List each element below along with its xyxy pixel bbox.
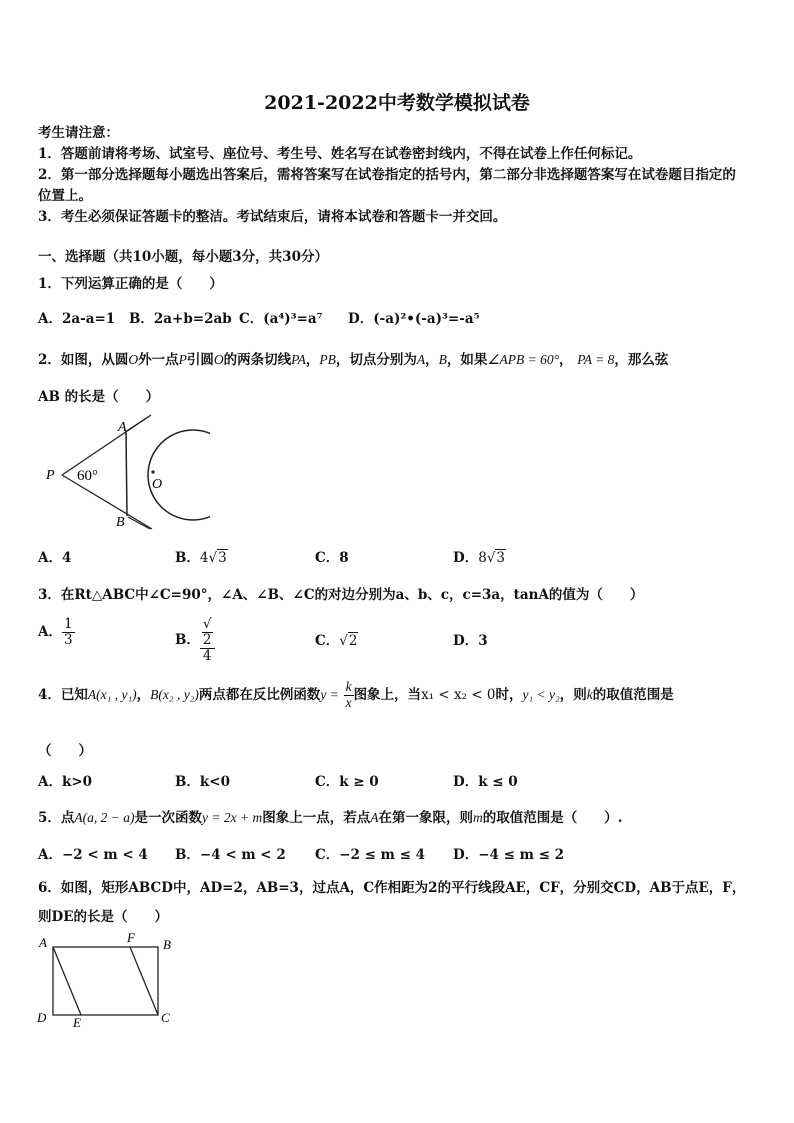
- notice-heading: 考生请注意：: [38, 125, 119, 141]
- section-heading: 一、选择题（共10小题，每小题3分，共30分）: [38, 249, 328, 265]
- q4-paren: （ ）: [38, 743, 92, 759]
- q3-option-a: A． $\frac{1}{3}$: [38, 616, 73, 648]
- q1-option-c: C．(a⁴)³=a⁷: [239, 311, 323, 327]
- q2-label-a: A: [118, 420, 127, 435]
- q2-figure: [40, 412, 210, 532]
- notice-item: 位置上。: [38, 188, 92, 204]
- q3-stem: 3．在Rt△ABC中∠C=90°，∠A、∠B、∠C的对边分别为a、b、c，c=3a，tanA的值为（ ）: [38, 587, 644, 603]
- q2-stem: 2．如图，从圆O外一点P引圆O的两条切线PA，PB，切点分别为A，B，如果∠APB = 60°， PA = 8，那么弦: [38, 352, 669, 368]
- q2-option-a: A．4: [38, 550, 72, 566]
- q3-option-c: C．√2: [315, 633, 358, 649]
- q4-option-a: A．k>0: [38, 774, 93, 790]
- q6-label-b: B: [163, 937, 171, 952]
- page-title: 2021-2022中考数学模拟试卷: [264, 92, 530, 114]
- q2-option-c: C．8: [315, 550, 349, 566]
- notice-item: 3．考生必须保证答题卡的整洁。考试结束后，请将本试卷和答题卡一并交回。: [38, 209, 507, 225]
- q1-stem: 1．下列运算正确的是（ ）: [38, 276, 223, 292]
- q6-label-f: F: [127, 930, 135, 945]
- q1-option-d: D．(-a)²•(-a)³=-a⁵: [348, 311, 480, 327]
- q3-option-d: D．3: [453, 633, 488, 649]
- q5-option-b: B．−4 < m < 2: [175, 847, 286, 863]
- q3-option-b: B． √ 2 4: [175, 617, 215, 664]
- q2-angle-label: 60°: [77, 468, 98, 484]
- q6-label-a: A: [39, 935, 47, 950]
- q5-option-a: A．−2 < m < 4: [38, 847, 148, 863]
- q4-option-d: D．k ≤ 0: [453, 774, 518, 790]
- q1-option-a: A．2a-a=1: [38, 311, 116, 327]
- q6-stem: 6．如图，矩形ABCD中，AD=2，AB=3，过点A，C作相距为2的平行线段AE，CF，分别交CD，AB于点E，F，: [38, 880, 746, 896]
- q4-stem: 4．已知A(x₁ , y₁)，B(x₂ , y₂)两点都在反比例函数y = $\frac{k}{x}$ 图象上，当x₁ < x₂ < 0时，y₁ < y₂，则k的取值范围是: [38, 679, 674, 710]
- q6-label-c: C: [161, 1010, 170, 1025]
- q6-figure: [36, 930, 178, 1028]
- q2-label-p: P: [46, 468, 55, 483]
- q5-option-d: D．−4 ≤ m ≤ 2: [453, 847, 565, 863]
- q2-label-o: O: [152, 477, 163, 492]
- q5-option-c: C．−2 ≤ m ≤ 4: [315, 847, 426, 863]
- q6-label-e: E: [73, 1015, 81, 1028]
- q1-option-b: B．2a+b=2ab: [129, 311, 232, 327]
- notice-item: 1．答题前请将考场、试室号、座位号、考生号、姓名写在试卷密封线内，不得在试卷上作任何标记。: [38, 146, 642, 162]
- q4-option-c: C．k ≥ 0: [315, 774, 379, 790]
- q5-stem: 5．点A(a, 2 − a)是一次函数y = 2x + m图象上一点，若点A在第一象限，则m的取值范围是（ ）.: [38, 810, 623, 826]
- q4-option-b: B．k<0: [175, 774, 230, 790]
- q2-stem-line2: AB 的长是（ ）: [38, 389, 160, 405]
- q2-option-d: D．8√3: [453, 550, 506, 566]
- q2-label-b: B: [116, 515, 125, 530]
- q2-option-b: B．4√3: [175, 550, 227, 566]
- notice-item: 2．第一部分选择题每小题选出答案后，需将答案写在试卷指定的括号内，第二部分非选择题答案写在试卷题目指定的: [38, 167, 736, 183]
- q6-label-d: D: [37, 1010, 47, 1025]
- q6-stem-line2: 则DE的长是（ ）: [38, 909, 168, 925]
